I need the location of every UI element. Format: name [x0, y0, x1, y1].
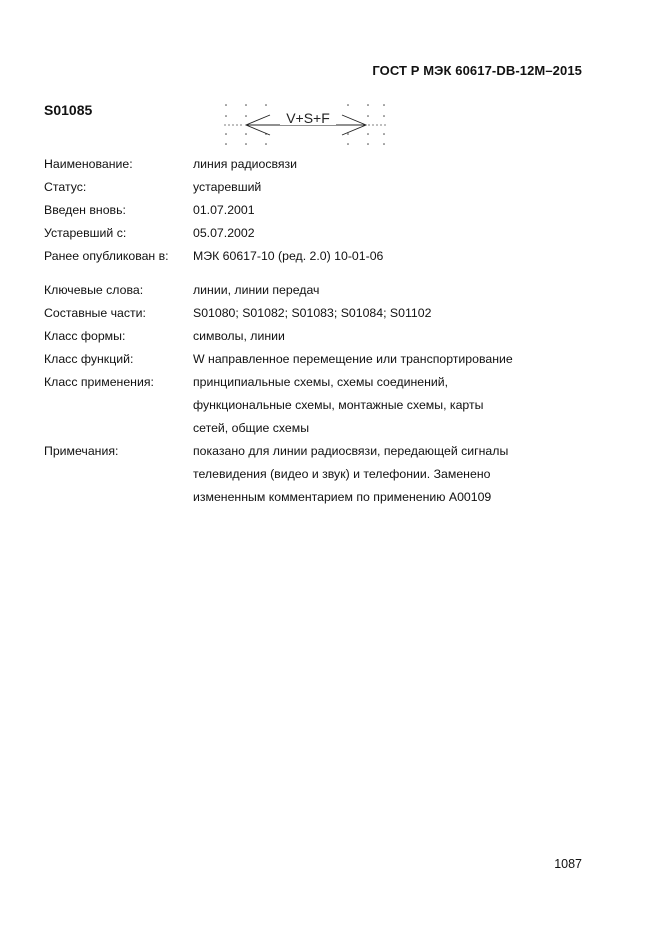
- field-value-line: 01.07.2001: [193, 203, 255, 217]
- field-value-previously-published: [193, 245, 604, 268]
- field-label-application-class: Класс применения:: [44, 375, 154, 389]
- field-label-status: Статус:: [44, 180, 87, 194]
- field-value-form-class: [193, 325, 604, 348]
- field-row-obsolete-since: [44, 222, 604, 245]
- field-value-line: S01080; S01082; S01083; S01084; S01102: [193, 306, 432, 320]
- field-value-line: измененным комментарием по применению A00109: [193, 490, 492, 504]
- field-label-name: Наименование:: [44, 157, 133, 171]
- field-row-notes: [44, 440, 604, 509]
- field-value-line: устаревший: [193, 180, 262, 194]
- field-value-notes: [193, 440, 604, 509]
- field-value-line: символы, линии: [193, 329, 285, 343]
- field-row-form-class: [44, 325, 604, 348]
- field-row-previously-published: [44, 245, 604, 268]
- field-value-line: принципиальные схемы, схемы соединений,: [193, 375, 449, 389]
- field-label-keywords: Ключевые слова:: [44, 283, 144, 297]
- field-value-status: [193, 176, 604, 199]
- field-row-introduced: [44, 199, 604, 222]
- field-value-line: показано для линии радиосвязи, передающей сигналы: [193, 444, 509, 458]
- field-row-application-class: [44, 371, 604, 440]
- field-label-form-class: Класс формы:: [44, 329, 126, 343]
- field-label-obsolete-since: Устаревший с:: [44, 226, 127, 240]
- field-row-keywords: [44, 279, 604, 302]
- field-value-line: W направленное перемещение или транспортирование: [193, 352, 513, 366]
- field-label-introduced: Введен вновь:: [44, 203, 126, 217]
- field-row-components: [44, 302, 604, 325]
- field-value-obsolete-since: [193, 222, 604, 245]
- page-number: 1087: [554, 857, 582, 871]
- field-value-line: сетей, общие схемы: [193, 421, 310, 435]
- field-row-function-class: [44, 348, 604, 371]
- field-value-line: МЭК 60617-10 (ред. 2.0) 10-01-06: [193, 249, 384, 263]
- field-value-line: линии, линии передач: [193, 283, 320, 297]
- field-row-name: [44, 153, 604, 176]
- field-value-components: [193, 302, 604, 325]
- field-value-function-class: [193, 348, 604, 371]
- document-standard-header: ГОСТ Р МЭК 60617-DB-12M–2015: [372, 63, 582, 78]
- field-value-introduced: [193, 199, 604, 222]
- symbol-properties: [44, 153, 604, 509]
- field-label-previously-published: Ранее опубликован в:: [44, 249, 169, 263]
- symbol-code: S01085: [44, 102, 93, 118]
- field-value-line: функциональные схемы, монтажные схемы, карты: [193, 398, 484, 412]
- field-value-name: [193, 153, 604, 176]
- field-value-line: телевидения (видео и звук) и телефонии. Заменено: [193, 467, 491, 481]
- field-label-function-class: Класс функций:: [44, 352, 134, 366]
- field-value-line: 05.07.2002: [193, 226, 255, 240]
- field-value-line: линия радиосвязи: [193, 157, 298, 171]
- field-value-keywords: [193, 279, 604, 302]
- field-row-status: [44, 176, 604, 199]
- field-label-notes: Примечания:: [44, 444, 119, 458]
- symbol-figure-label: V+S+F: [286, 110, 330, 126]
- field-label-components: Составные части:: [44, 306, 146, 320]
- symbol-figure: [222, 100, 392, 146]
- field-value-application-class: [193, 371, 604, 440]
